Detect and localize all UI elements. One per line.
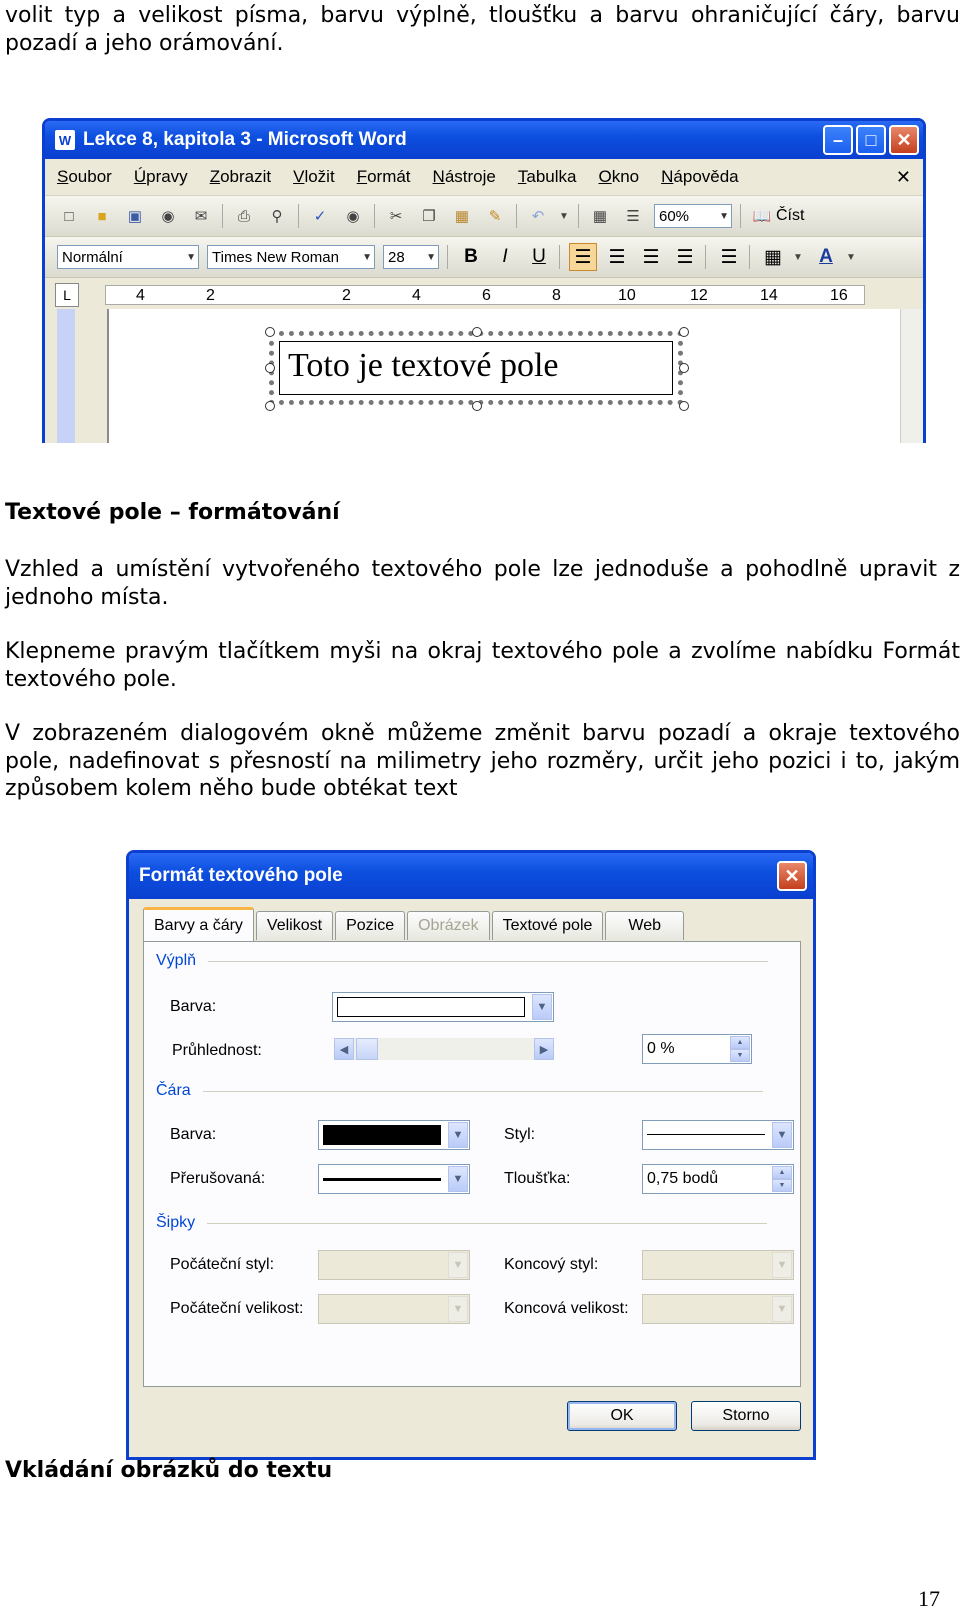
copy-icon[interactable]: ❐ <box>422 208 436 225</box>
menu-napoveda[interactable]: Nápověda <box>661 167 739 186</box>
fill-color-swatch <box>337 997 525 1017</box>
group-fill: Výplň <box>156 952 768 970</box>
line-style-sample <box>647 1134 765 1135</box>
chevron-down-icon: ▼ <box>772 1296 792 1322</box>
menu-nastroje[interactable]: Nástroje <box>432 167 496 186</box>
dashed-label: Přerušovaná: <box>170 1170 266 1187</box>
paragraph-2: Klepneme pravým tlačítkem myši na okraj textového pole a zvolíme nabídku Formát textového pole. <box>5 639 960 692</box>
undo-icon[interactable]: ↶ <box>531 208 545 225</box>
transparency-spinner[interactable]: ▲ ▼ <box>730 1036 750 1062</box>
menu-okno[interactable]: Okno <box>598 167 640 186</box>
align-left-icon[interactable]: ☰ <box>569 243 597 271</box>
begin-style-select <box>318 1250 470 1280</box>
toolbar-separator <box>740 204 741 228</box>
toolbar-separator <box>705 245 706 269</box>
word-titlebar <box>45 121 923 159</box>
font-color-icon[interactable]: A <box>819 246 833 267</box>
chevron-down-icon: ▼ <box>772 1252 792 1278</box>
word-window-screenshot <box>42 118 926 443</box>
menu-zobrazit[interactable]: Zobrazit <box>209 167 272 186</box>
font-select[interactable] <box>207 245 375 269</box>
end-size-select <box>642 1294 794 1324</box>
group-line: Čára <box>156 1082 763 1100</box>
insert-table-icon[interactable]: ▦ <box>592 208 608 225</box>
style-select[interactable] <box>57 245 199 269</box>
document-close-icon[interactable]: ✕ <box>895 166 911 187</box>
horizontal-ruler[interactable] <box>105 285 865 305</box>
print-icon[interactable]: ⎙ <box>237 207 250 225</box>
columns-icon[interactable]: ☰ <box>626 208 640 225</box>
font-value: Times New Roman <box>212 248 339 266</box>
chevron-down-icon: ▼ <box>362 251 372 263</box>
tab-position[interactable]: Pozice <box>335 911 405 940</box>
chevron-down-icon: ▼ <box>532 994 552 1020</box>
ruler-label: 4 <box>412 287 421 304</box>
paragraph-3: V zobrazeném dialogovém okně můžeme změnit barvu pozadí a okraje textového pole, nadefinovat s přesností na milimetry jeho rozměry, určit jeho pozici i to, jakým způsobem kolem něho bude obtékat text <box>5 721 960 801</box>
resize-handle[interactable] <box>265 363 275 373</box>
dialog-panel <box>143 941 801 1387</box>
line-weight-spinner[interactable]: ▲ ▼ <box>772 1166 792 1192</box>
cut-icon[interactable]: ✂ <box>389 208 403 225</box>
chevron-down-icon: ▼ <box>186 251 196 263</box>
dialog-title: Formát textového pole <box>139 865 343 886</box>
transparency-slider[interactable] <box>334 1038 554 1060</box>
format-painter-icon[interactable]: ✎ <box>488 208 502 225</box>
resize-handle[interactable] <box>265 401 275 411</box>
transparency-label: Průhlednost: <box>172 1042 262 1059</box>
ruler-label: 2 <box>342 287 351 304</box>
ruler-label: 4 <box>136 287 145 304</box>
toolbar-separator <box>559 245 560 269</box>
chevron-down-icon: ▼ <box>772 1122 792 1148</box>
line-color-swatch <box>323 1125 441 1145</box>
read-button[interactable]: Číst <box>776 207 805 224</box>
section-heading-formatting: Textové pole – formátování <box>5 500 340 525</box>
dialog-tabs <box>143 911 686 942</box>
word-menubar <box>45 159 923 196</box>
end-style-select <box>642 1250 794 1280</box>
ruler-label: 16 <box>830 287 848 304</box>
menu-tabulka[interactable]: Tabulka <box>517 167 577 186</box>
dialog-titlebar <box>129 853 813 899</box>
tab-size[interactable]: Velikost <box>256 911 333 940</box>
numbering-icon[interactable]: ☰ <box>720 246 738 268</box>
tab-picture: Obrázek <box>407 911 489 940</box>
toolbar-separator <box>222 204 223 228</box>
transparency-input[interactable] <box>642 1034 752 1064</box>
bold-button[interactable]: B <box>464 246 478 267</box>
chevron-down-icon: ▼ <box>448 1166 468 1192</box>
line-weight-input[interactable] <box>642 1164 794 1194</box>
end-size-label: Koncová velikost: <box>504 1300 629 1317</box>
ruler-row <box>45 278 923 312</box>
fill-color-label: Barva: <box>170 998 217 1015</box>
tab-stop-selector[interactable]: L <box>55 283 79 307</box>
new-document-icon[interactable]: □ <box>64 207 74 225</box>
paragraph-1: Vzhled a umístění vytvořeného textového pole lze jednoduše a pohodlně upravit z jednoho místa. <box>5 557 960 610</box>
border-icon[interactable]: ▦ <box>764 246 782 268</box>
section-heading-images: Vkládání obrázků do textu <box>5 1458 333 1483</box>
paste-icon[interactable]: ▦ <box>454 208 470 225</box>
ruler-label: 10 <box>618 287 636 304</box>
dashed-select[interactable] <box>318 1164 470 1194</box>
line-color-select[interactable] <box>318 1120 470 1150</box>
resize-handle[interactable] <box>472 401 482 411</box>
spelling-icon[interactable]: ✓ <box>313 208 327 225</box>
begin-style-label: Počáteční styl: <box>170 1256 275 1273</box>
format-textbox-dialog <box>126 850 816 1460</box>
zoom-select[interactable] <box>654 204 732 228</box>
formatting-toolbar <box>45 237 923 278</box>
chevron-down-icon[interactable]: ▼ <box>793 251 803 263</box>
toolbar-separator <box>298 204 299 228</box>
ruler-label: 2 <box>206 287 215 304</box>
ruler-label: 8 <box>552 287 561 304</box>
chevron-down-icon: ▼ <box>426 251 436 263</box>
chevron-down-icon: ▼ <box>448 1252 468 1278</box>
save-icon[interactable]: ▣ <box>127 208 143 225</box>
toolbar-separator <box>578 204 579 228</box>
chevron-down-icon: ▼ <box>719 210 729 222</box>
transparency-value: 0 % <box>647 1040 675 1057</box>
ruler-label: 6 <box>482 287 491 304</box>
menu-soubor[interactable]: Soubor <box>57 167 112 186</box>
email-icon[interactable]: ✉ <box>194 208 208 225</box>
group-arrows: Šipky <box>156 1214 767 1232</box>
font-size-select[interactable] <box>383 245 439 269</box>
line-weight-value: 0,75 bodů <box>647 1170 719 1187</box>
vertical-ruler <box>45 309 87 443</box>
align-right-icon[interactable]: ☰ <box>642 246 660 268</box>
tab-colors-lines[interactable]: Barvy a čáry <box>143 907 254 942</box>
resize-handle[interactable] <box>679 327 689 337</box>
read-icon[interactable]: 📖 <box>752 208 772 225</box>
toolbar-separator <box>749 245 750 269</box>
italic-button[interactable]: I <box>502 246 508 267</box>
toolbar-separator <box>516 204 517 228</box>
chevron-down-icon: ▼ <box>448 1296 468 1322</box>
word-app-icon: W <box>55 130 75 150</box>
vertical-scrollbar[interactable] <box>900 309 923 443</box>
toolbar-separator <box>447 245 448 269</box>
toolbar-separator <box>374 204 375 228</box>
begin-size-label: Počáteční velikost: <box>170 1300 304 1317</box>
begin-size-select <box>318 1294 470 1324</box>
line-style-label: Styl: <box>504 1126 536 1143</box>
menu-format[interactable]: Formát <box>356 167 411 186</box>
chevron-down-icon: ▼ <box>448 1122 468 1148</box>
close-icon[interactable]: ✕ <box>777 861 807 891</box>
close-icon[interactable]: ✕ <box>889 125 919 155</box>
open-folder-icon[interactable]: ■ <box>97 207 107 225</box>
text-box[interactable] <box>269 331 683 405</box>
align-center-icon[interactable]: ☰ <box>608 246 626 268</box>
end-style-label: Koncový styl: <box>504 1256 599 1273</box>
chevron-down-icon[interactable]: ▼ <box>559 210 569 222</box>
intro-paragraph: volit typ a velikost písma, barvu výplně, tloušťku a barvu ohraničující čáry, barvu pozadí a jeho orámování. <box>5 3 960 56</box>
resize-handle[interactable] <box>472 327 482 337</box>
style-value: Normální <box>62 248 123 266</box>
resize-handle[interactable] <box>265 327 275 337</box>
ruler-label: 12 <box>690 287 708 304</box>
menu-upravy[interactable]: Úpravy <box>133 167 188 186</box>
print-preview-icon[interactable]: ⚲ <box>271 208 283 225</box>
resize-handle[interactable] <box>679 401 689 411</box>
permission-icon[interactable]: ◉ <box>161 208 175 225</box>
chevron-right-icon[interactable]: ▶ <box>534 1038 554 1060</box>
resize-handle[interactable] <box>679 363 689 373</box>
ok-button[interactable]: OK <box>567 1401 677 1431</box>
document-page[interactable] <box>107 309 901 443</box>
line-color-label: Barva: <box>170 1126 217 1143</box>
standard-toolbar <box>45 196 923 237</box>
page-number: 17 <box>918 1586 940 1611</box>
font-size-value: 28 <box>388 248 405 266</box>
align-justify-icon[interactable]: ☰ <box>676 246 694 268</box>
document-area <box>45 309 923 443</box>
cancel-button[interactable]: Storno <box>691 1401 801 1431</box>
zoom-value: 60% <box>659 207 690 225</box>
tab-textbox[interactable]: Textové pole <box>492 911 604 940</box>
underline-button[interactable]: U <box>532 246 546 267</box>
chevron-down-icon[interactable]: ▼ <box>846 251 856 263</box>
research-icon[interactable]: ◉ <box>346 208 360 225</box>
tab-web[interactable]: Web <box>605 911 684 940</box>
maximize-icon[interactable]: □ <box>856 125 886 155</box>
line-style-select[interactable] <box>642 1120 794 1150</box>
chevron-left-icon[interactable]: ◀ <box>334 1038 354 1060</box>
slider-thumb[interactable] <box>356 1038 378 1060</box>
word-window-title: Lekce 8, kapitola 3 - Microsoft Word <box>83 129 407 150</box>
menu-vlozit[interactable]: Vložit <box>293 167 335 186</box>
text-box-content[interactable]: Toto je textové pole <box>279 341 673 395</box>
dashed-sample <box>323 1178 441 1181</box>
fill-color-select[interactable] <box>332 992 554 1022</box>
line-weight-label: Tloušťka: <box>504 1170 571 1187</box>
minimize-icon[interactable]: – <box>823 125 853 155</box>
ruler-label: 14 <box>760 287 778 304</box>
